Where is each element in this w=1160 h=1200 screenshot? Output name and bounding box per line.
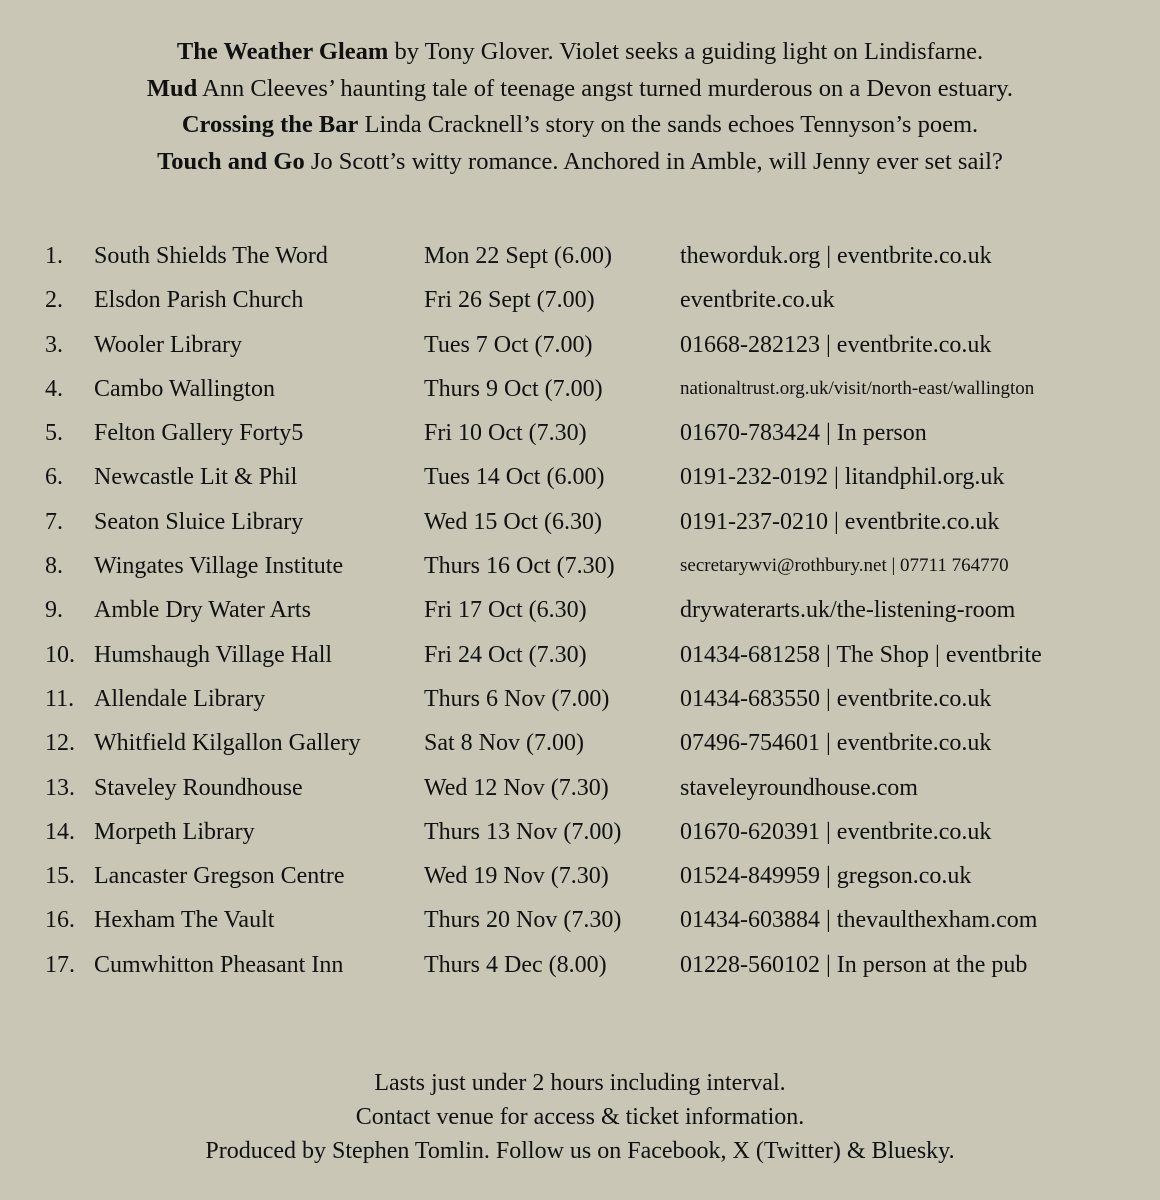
schedule-row <box>0 500 1160 544</box>
venue-name: Wingates Village Institute <box>94 553 344 580</box>
schedule-row <box>0 854 1160 898</box>
venue-name: Hexham The Vault <box>94 907 275 934</box>
intro-line <box>0 144 1160 181</box>
row-number: 17. <box>45 951 75 978</box>
booking-contact: nationaltrust.org.uk/visit/north-east/wallington <box>680 377 1035 399</box>
booking-contact: theworduk.org | eventbrite.co.uk <box>680 243 992 269</box>
row-number: 4. <box>45 375 63 402</box>
event-date: Thurs 16 Oct (7.30) <box>424 553 615 580</box>
booking-contact: 01434-681258 | The Shop | eventbrite <box>680 641 1042 668</box>
booking-contact: 01670-783424 | In person <box>680 420 927 447</box>
row-number: 14. <box>45 818 75 845</box>
event-date: Thurs 4 Dec (8.00) <box>424 951 607 978</box>
venue-name: Lancaster Gregson Centre <box>94 863 345 890</box>
row-number: 10. <box>45 641 75 668</box>
booking-contact: eventbrite.co.uk <box>680 287 835 314</box>
booking-contact: secretarywvi@rothbury.net | 07711 764770 <box>680 555 1009 577</box>
row-number: 2. <box>45 287 63 314</box>
booking-contact: 01668-282123 | eventbrite.co.uk <box>680 331 992 358</box>
booking-contact: 01228-560102 | In person at the pub <box>680 951 1028 978</box>
story-description: Ann Cleeves’ haunting tale of teenage angst turned murderous on a Devon estuary. <box>197 74 1014 102</box>
venue-name: Wooler Library <box>94 331 243 358</box>
schedule-row <box>0 898 1160 942</box>
venue-name: Amble Dry Water Arts <box>94 597 311 624</box>
venue-name: Seaton Sluice Library <box>94 508 304 535</box>
event-date: Thurs 20 Nov (7.30) <box>424 907 622 934</box>
booking-contact: staveleyroundhouse.com <box>680 774 918 801</box>
event-date: Wed 19 Nov (7.30) <box>424 863 609 890</box>
row-number: 7. <box>45 508 63 535</box>
tour-schedule <box>0 234 1160 987</box>
event-date: Thurs 9 Oct (7.00) <box>424 375 603 402</box>
booking-contact: 07496-754601 | eventbrite.co.uk <box>680 730 992 757</box>
schedule-row <box>0 234 1160 278</box>
producer-credit: Produced by Stephen Tomlin. Follow us on Facebook, X (Twitter) & Bluesky. <box>205 1138 955 1164</box>
row-number: 9. <box>45 597 63 624</box>
venue-name: Whitfield Kilgallon Gallery <box>94 730 361 757</box>
schedule-row <box>0 677 1160 721</box>
schedule-row <box>0 411 1160 455</box>
event-date: Tues 14 Oct (6.00) <box>424 464 605 491</box>
venue-name: Allendale Library <box>94 685 266 712</box>
row-number: 12. <box>45 730 75 757</box>
footer-notes <box>0 1066 1160 1168</box>
row-number: 11. <box>45 685 75 712</box>
venue-name: Morpeth Library <box>94 818 255 845</box>
story-description: by Tony Glover. Violet seeks a guiding light on Lindisfarne. <box>388 38 984 65</box>
schedule-row <box>0 278 1160 322</box>
duration-note: Lasts just under 2 hours including interval. <box>374 1070 786 1096</box>
schedule-row <box>0 367 1160 411</box>
event-date: Fri 24 Oct (7.30) <box>424 641 587 668</box>
schedule-row <box>0 544 1160 588</box>
event-date: Wed 12 Nov (7.30) <box>424 774 609 801</box>
story-title: Mud <box>146 74 198 102</box>
event-date: Fri 10 Oct (7.30) <box>424 420 587 447</box>
venue-name: Humshaugh Village Hall <box>94 641 333 668</box>
schedule-row <box>0 943 1160 987</box>
schedule-row <box>0 721 1160 765</box>
booking-contact: 01434-603884 | thevaulthexham.com <box>680 907 1038 934</box>
event-date: Wed 15 Oct (6.30) <box>424 508 603 535</box>
intro-block <box>0 34 1160 180</box>
event-date: Thurs 13 Nov (7.00) <box>424 818 622 845</box>
story-title: Touch and Go <box>157 147 305 175</box>
booking-contact: 01524-849959 | gregson.co.uk <box>680 863 972 890</box>
story-description: Linda Cracknell’s story on the sands echoes Tennyson’s poem. <box>358 111 979 138</box>
story-title: The Weather Gleam <box>176 38 389 65</box>
event-date: Tues 7 Oct (7.00) <box>424 331 593 358</box>
venue-name: Cambo Wallington <box>94 375 275 402</box>
schedule-row <box>0 766 1160 810</box>
booking-contact: 01434-683550 | eventbrite.co.uk <box>680 685 992 712</box>
row-number: 3. <box>45 331 63 358</box>
schedule-row <box>0 633 1160 677</box>
event-date: Mon 22 Sept (6.00) <box>424 243 612 269</box>
schedule-row <box>0 588 1160 632</box>
row-number: 8. <box>45 553 63 580</box>
row-number: 16. <box>45 907 75 934</box>
row-number: 5. <box>45 420 63 447</box>
venue-name: Newcastle Lit & Phil <box>94 464 298 491</box>
venue-name: South Shields The Word <box>94 243 328 269</box>
venue-name: Cumwhitton Pheasant Inn <box>94 951 344 978</box>
booking-contact: 0191-237-0210 | eventbrite.co.uk <box>680 508 1000 535</box>
booking-contact: 0191-232-0192 | litandphil.org.uk <box>680 464 1005 491</box>
intro-line <box>0 107 1160 144</box>
venue-name: Felton Gallery Forty5 <box>94 420 304 447</box>
story-description: Jo Scott’s witty romance. Anchored in Amble, will Jenny ever set sail? <box>304 147 1003 175</box>
row-number: 1. <box>45 243 63 269</box>
event-date: Fri 17 Oct (6.30) <box>424 597 587 624</box>
row-number: 6. <box>45 464 63 491</box>
access-note: Contact venue for access & ticket information. <box>355 1104 805 1130</box>
event-date: Thurs 6 Nov (7.00) <box>424 685 610 712</box>
intro-line <box>0 34 1160 71</box>
story-title: Crossing the Bar <box>181 111 359 138</box>
booking-contact: drywaterarts.uk/the-listening-room <box>680 597 1016 624</box>
intro-line <box>0 71 1160 108</box>
booking-contact: 01670-620391 | eventbrite.co.uk <box>680 818 992 845</box>
venue-name: Elsdon Parish Church <box>94 287 304 314</box>
row-number: 13. <box>45 774 75 801</box>
schedule-row <box>0 455 1160 499</box>
event-date: Fri 26 Sept (7.00) <box>424 287 595 314</box>
event-date: Sat 8 Nov (7.00) <box>424 730 584 757</box>
row-number: 15. <box>45 863 75 890</box>
schedule-row <box>0 323 1160 367</box>
venue-name: Staveley Roundhouse <box>94 774 303 801</box>
schedule-row <box>0 810 1160 854</box>
